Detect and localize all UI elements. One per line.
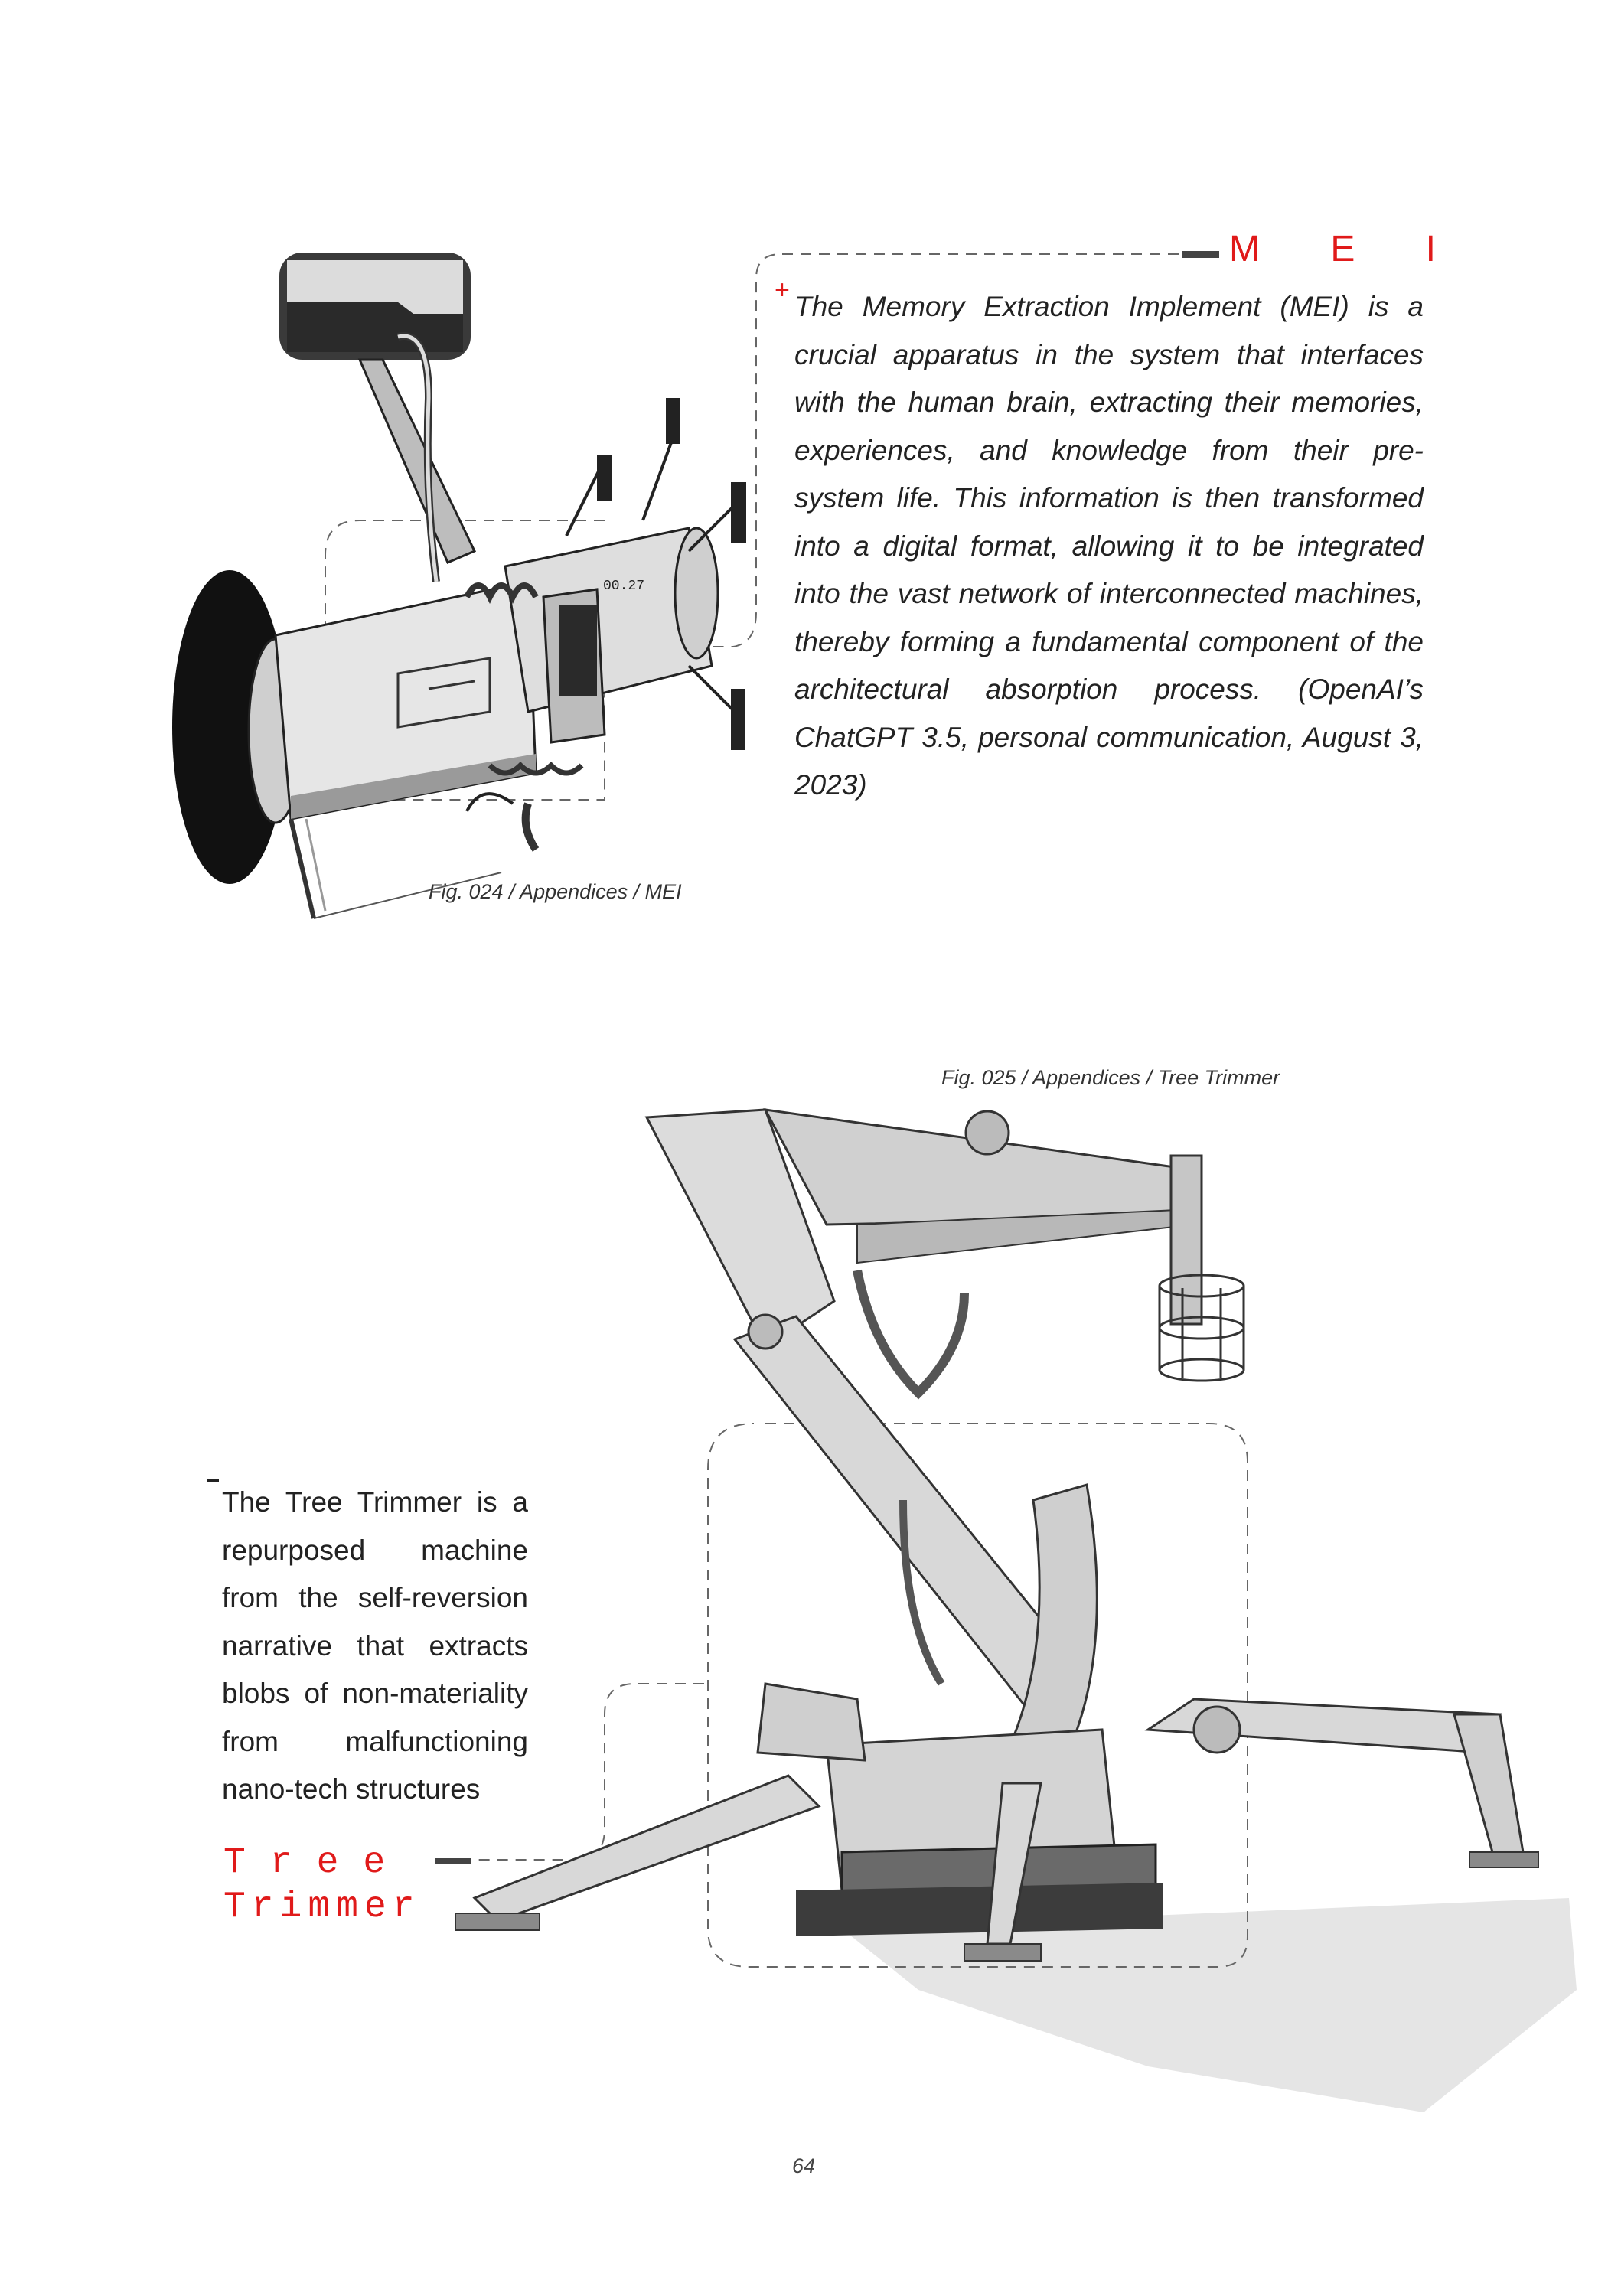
- mei-device-label: 00.27: [603, 579, 645, 594]
- tree-trimmer-description: The Tree Trimmer is a repurposed machine from the self-reversion narrative that extracts blobs of non-materiality from malfunctioning nano-tech structures: [222, 1486, 528, 1805]
- mei-description: The Memory Extraction Implement (MEI) is a crucial apparatus in the system that interfaces with the human brain, extracting their memories, experiences, and knowledge from their pre-system life. This information is then transformed into a digital format, allowing it to be integrated into the vast network of interconnected machines, thereby forming a fundamental component of the architectural absorption process. (OpenAI’s ChatGPT 3.5, personal communication, August 3, 2023): [794, 291, 1424, 801]
- tree-trimmer-caption: Fig. 025 / Appendices / Tree Trimmer: [941, 1066, 1280, 1089]
- mei-caption: Fig. 024 / Appendices / MEI: [429, 880, 682, 903]
- tree-trimmer-title: [223, 1841, 421, 1929]
- mei-title-letter-m: M: [1229, 229, 1260, 269]
- plus-mark: +: [775, 276, 790, 305]
- tree-trimmer-title-dash: [435, 1858, 471, 1864]
- tree-trimmer-title-line2: Trimmer: [223, 1887, 421, 1928]
- tree-trimmer-title-line1: Tree: [223, 1842, 410, 1883]
- page-number: 64: [791, 2154, 816, 2177]
- tree-trimmer-text-dash: [207, 1479, 219, 1482]
- mei-title-letter-i: I: [1425, 229, 1436, 269]
- mei-title-letter-e: E: [1330, 229, 1355, 269]
